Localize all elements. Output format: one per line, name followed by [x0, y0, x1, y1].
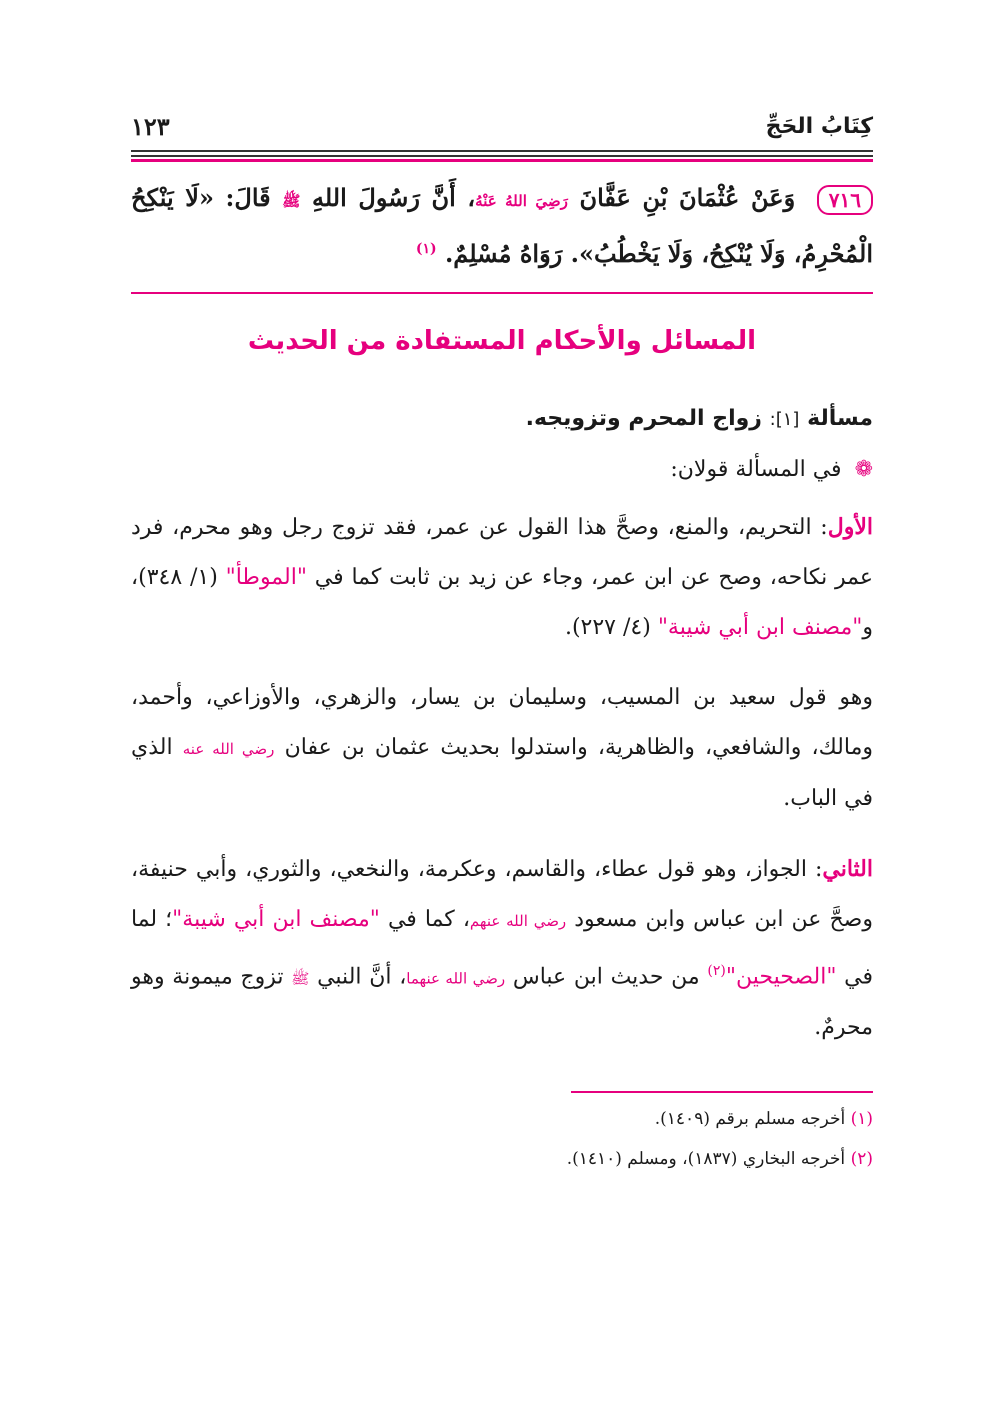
quote-musannaf: "مصنف ابن أبي شيبة": [172, 907, 380, 932]
third-text: : الجواز، وهو قول عطاء، والقاسم، وعكرمة، والنخعي، والثوري، وأبي حنيفة، وصحَّ عن ابن عباس وابن مسعود: [131, 857, 873, 932]
footnote-1: [131, 1105, 873, 1133]
first-ref-2: (٤/ ٢٢٧).: [564, 615, 651, 640]
third-text-4: من حديث ابن عباس: [512, 964, 700, 990]
first-label: الأول: [827, 514, 873, 540]
footnote-text: أخرجه مسلم برقم (١٤٠٩).: [654, 1109, 846, 1130]
header-rule: [131, 150, 873, 157]
hadith-block: [131, 174, 873, 278]
paragraph-first: [131, 502, 873, 653]
paragraph-third: [131, 844, 873, 1053]
salla-mark: ﷺ: [291, 969, 310, 988]
salla-mark: ﷺ: [282, 192, 301, 210]
paragraph-second: [131, 673, 873, 824]
issue-number: [١]:: [769, 409, 800, 430]
third-label: الثاني: [822, 856, 873, 882]
third-text-2: ، كما في: [387, 907, 470, 932]
first-ref-1: (١/ ٣٤٨)، و: [131, 565, 873, 640]
footnote-number: (٢): [850, 1149, 873, 1170]
hadith-text: وَعَنْ عُثْمَانَ بْنِ عَفَّانَ: [579, 183, 796, 212]
issue-heading: [131, 406, 873, 431]
issue-title: زواج المحرم وتزويجه.: [525, 406, 762, 431]
second-tail: الذي في الباب.: [131, 735, 873, 811]
footnote-2: [131, 1145, 873, 1173]
page-number: ١٢٣: [131, 112, 170, 141]
quote-musannaf: "مصنف ابن أبي شيبة": [657, 615, 863, 640]
lead-line: [131, 457, 873, 482]
first-text: : التحريم، والمنع، وصحَّ هذا القول عن عمر، فقد تزوج رجل وهو محرم، فرد عمر نكاحه، وصح عن ابن عمر، وجاء عن زيد بن ثابت كما في: [131, 515, 874, 590]
hadith-text-3: قَالَ: «لَا يَنْكِحُ الْمُحْرِمُ، وَلَا يُنْكِحُ، وَلَا يَخْطُبُ». رَوَاهُ مُسْلِمٌ.: [131, 183, 873, 268]
section-title: المسائل والأحكام المستفادة من الحديث: [247, 326, 757, 356]
quote-sahihayn: "الصحيحين": [725, 964, 837, 990]
quote-muwatta: "الموطأ": [225, 565, 307, 590]
second-text: وهو قول سعيد بن المسيب، وسليمان بن يسار، والزهري، والأوزاعي، وأحمد، ومالك، والشافعي، والظاهرية، واستدلوا بحديث عثمان بن عفان: [131, 685, 873, 760]
footnote-text: أخرجه البخاري (١٨٣٧)، ومسلم (١٤١٠).: [566, 1149, 846, 1170]
footnote-ref[interactable]: (١): [415, 241, 437, 257]
issue-label: مسألة: [807, 406, 873, 431]
lead-text: في المسألة قولان:: [670, 457, 842, 482]
honorific-mark: رضي الله عنه: [182, 740, 275, 758]
footnote-number: (١): [850, 1109, 873, 1130]
flower-icon: ❁: [854, 457, 873, 482]
hadith-rule: [131, 292, 873, 294]
page: [131, 108, 873, 1173]
header-accent-rule: [131, 159, 873, 162]
honorific-mark: رَضِيَ اللهُ عَنْهُ: [475, 192, 568, 210]
honorific-mark: رضي الله عنهم: [469, 912, 567, 930]
hadith-text-2: ، أَنَّ رَسُولَ اللهِ: [311, 183, 476, 212]
page-header: [131, 108, 873, 148]
third-text-5: ، أنَّ النبي: [317, 964, 407, 990]
honorific-mark: رضي الله عنهما: [406, 969, 506, 988]
hadith-number: ٧١٦: [817, 185, 873, 215]
footnote-ref[interactable]: (٢): [707, 963, 726, 979]
book-title: كِتَابُ الحَجِّ: [765, 114, 873, 139]
footnote-rule: [571, 1091, 873, 1093]
third-text-6: تزوج ميمونة وهو محرمٌ.: [131, 964, 873, 1041]
third-text-3: ؛ لما في: [131, 907, 874, 990]
